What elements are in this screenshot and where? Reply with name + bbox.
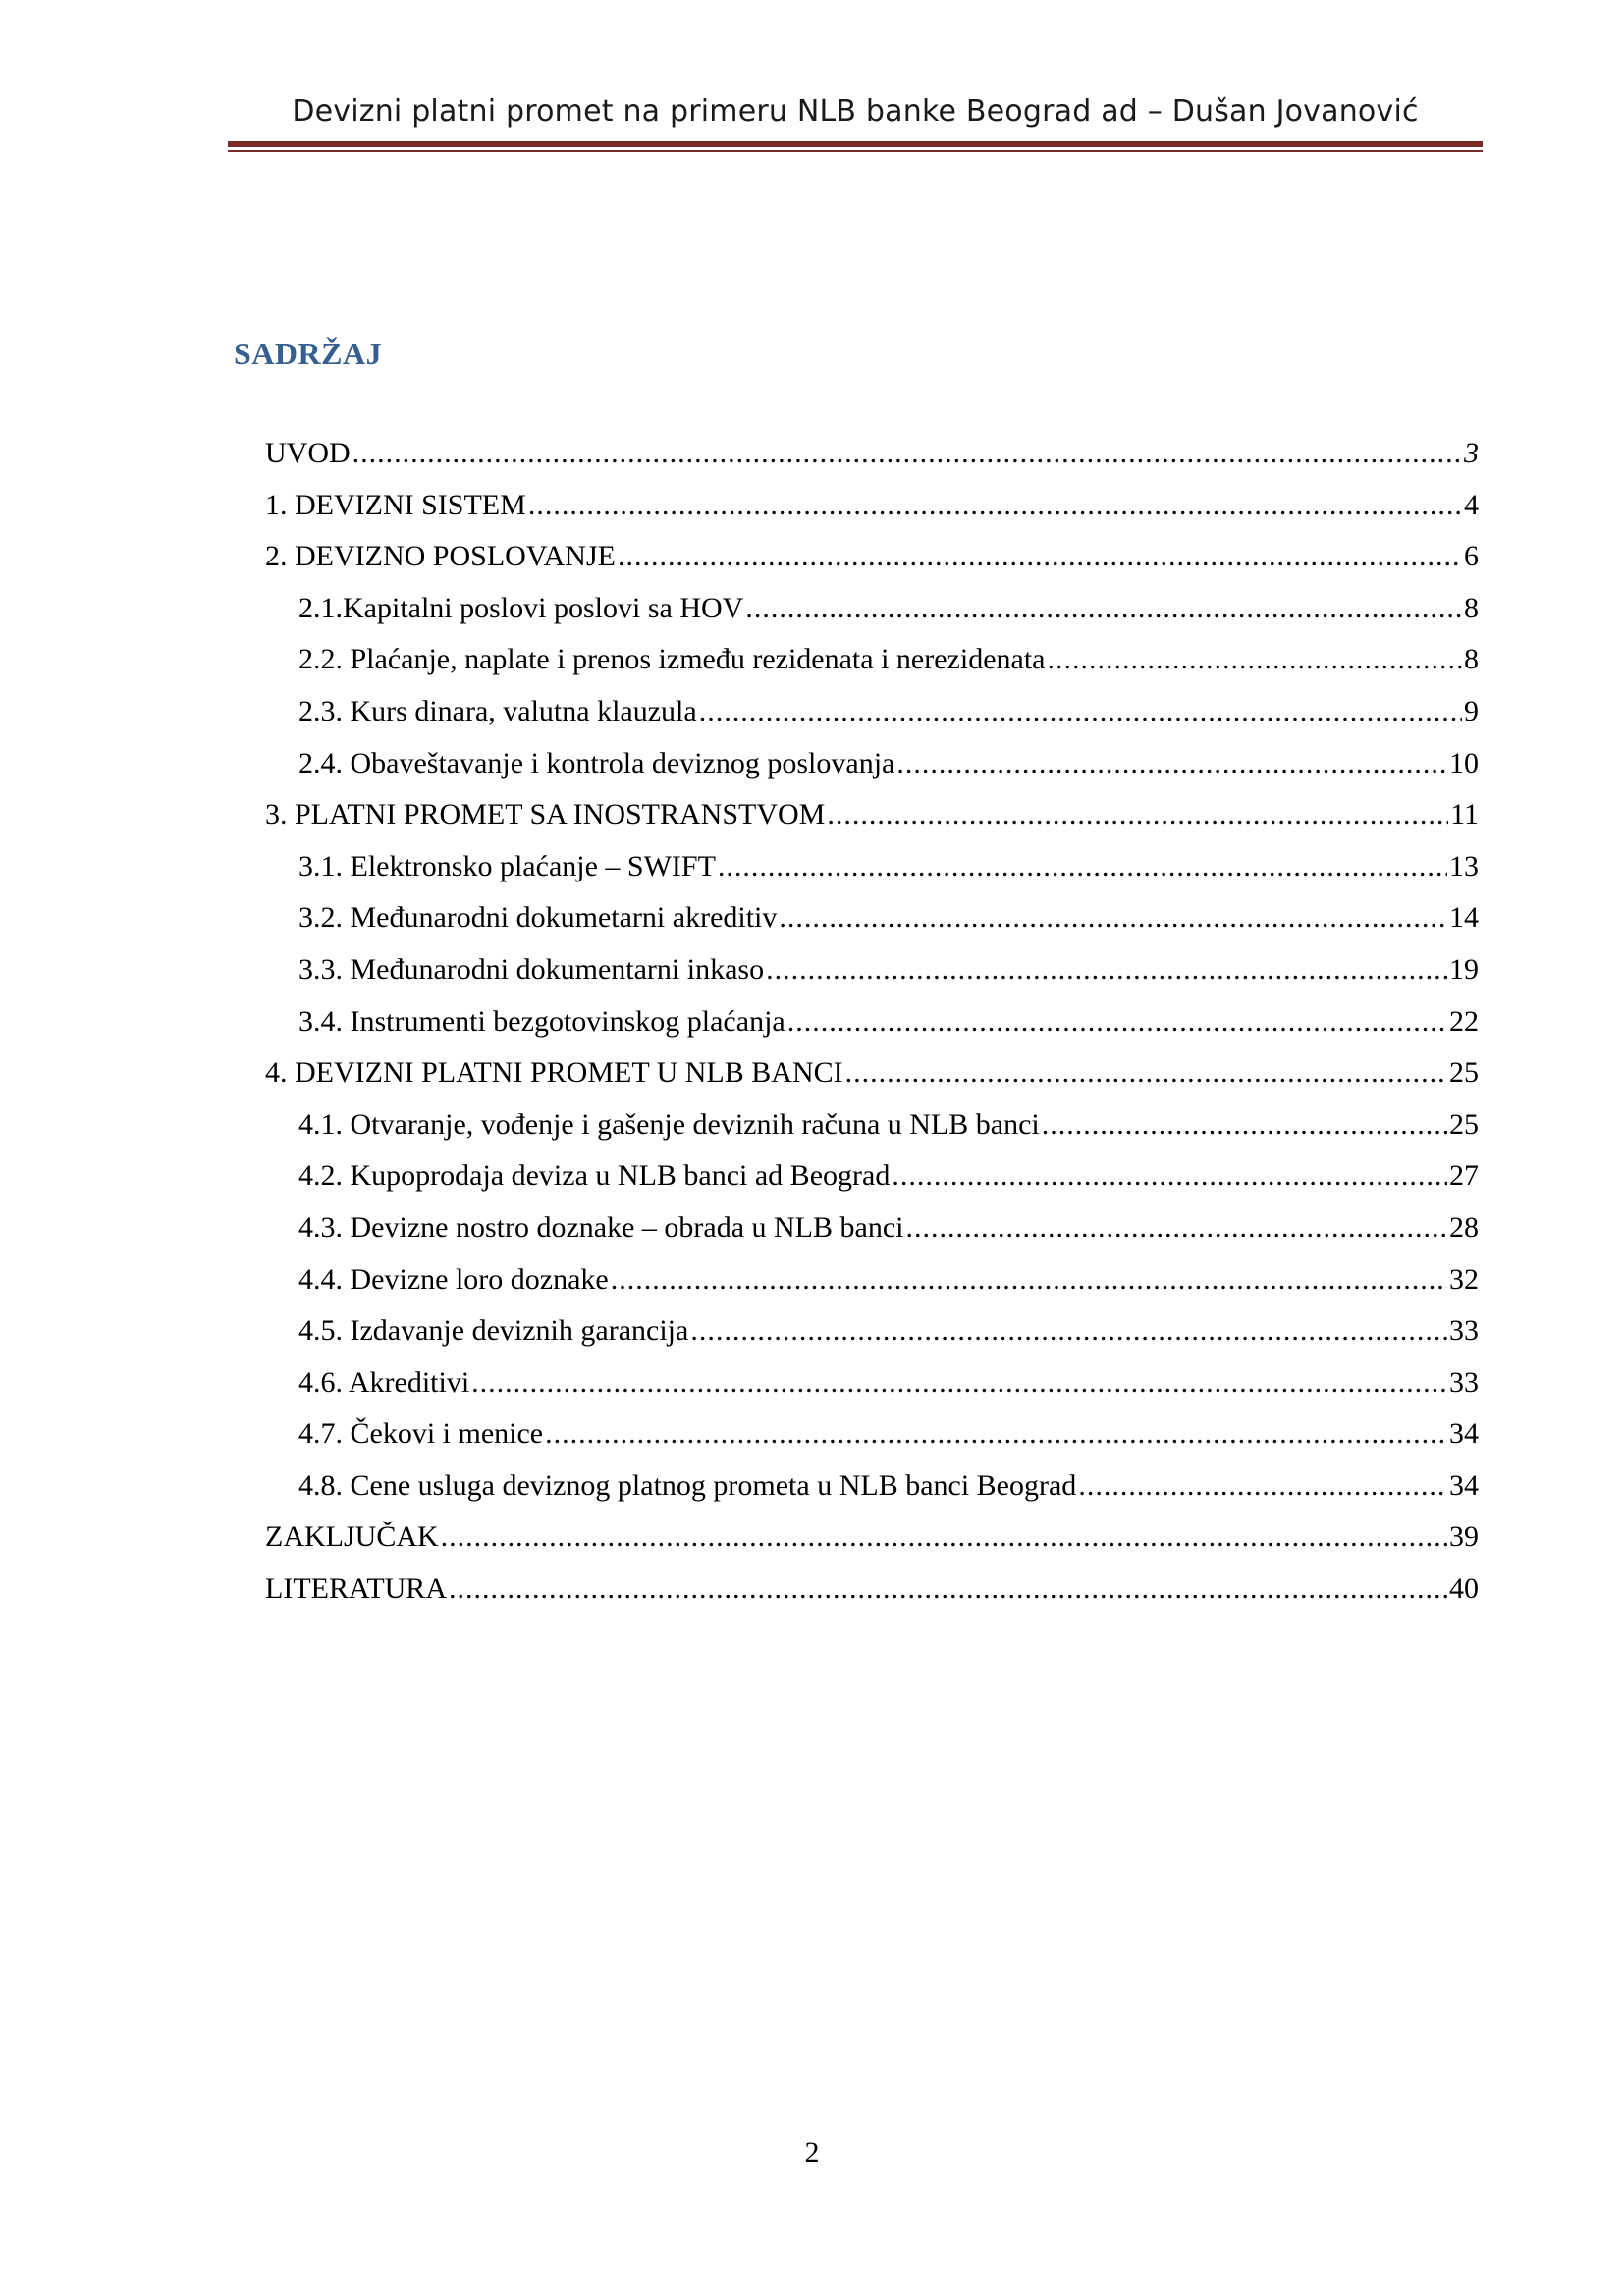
toc-entry[interactable] [265,686,1479,738]
toc-dot-leader [745,583,1462,635]
toc-entry[interactable] [265,428,1479,480]
toc-entry-title: 4.8. Cene usluga deviznog platnog prometa u NLB banci Beograd [298,1468,1077,1502]
toc-entry[interactable] [265,1202,1479,1255]
toc-dot-leader [611,1255,1447,1307]
toc-entry-title: 4.4. Devizne loro doznake [298,1262,609,1296]
page-number: 2 [804,2136,820,2168]
toc-dot-leader [352,428,1462,480]
toc-entry[interactable] [265,944,1479,996]
toc-entry-page: 33 [1449,1365,1479,1399]
toc-entry[interactable] [265,583,1479,635]
header-rule-thin [228,150,1483,152]
toc-entry-page: 39 [1449,1521,1479,1554]
toc-dot-leader [779,892,1447,944]
toc-entry[interactable] [265,1306,1479,1358]
toc-entry-title: UVOD [265,437,351,469]
running-header: Devizni platni promet na primeru NLB banke Beograd ad – Dušan Jovanović [292,94,1419,129]
toc-entry-title: 4.3. Devizne nostro doznake – obrada u NLB banci [298,1210,904,1244]
toc-heading: SADRŽAJ [234,336,383,371]
toc-dot-leader [827,789,1448,841]
toc-dot-leader [441,1512,1447,1564]
toc-entry[interactable] [265,1409,1479,1461]
toc-entry-page: 34 [1449,1417,1479,1451]
toc-entry-title: 4.5. Izdavanje deviznih garancija [298,1314,689,1348]
toc-entry[interactable] [265,1564,1479,1616]
toc-entry-page: 13 [1449,849,1479,882]
toc-entry-title: ZAKLJUČAK [265,1521,439,1554]
toc-entry-title: 2.3. Kurs dinara, valutna klauzula [298,694,697,727]
toc-dot-leader [618,531,1462,583]
toc-entry[interactable] [265,1099,1479,1151]
toc-entry-title: 4.1. Otvaranje, vođenje i gašenje deviznih računa u NLB banci [298,1107,1040,1141]
toc-entry[interactable] [265,1461,1479,1513]
toc-entry-title: 4.6. Akreditivi [298,1365,470,1399]
toc-entry[interactable] [265,892,1479,944]
toc-entry-title: 2.4. Obaveštavanje i kontrola deviznog poslovanja [298,746,895,779]
toc-entry-page: 4 [1464,488,1479,521]
toc-entry-page: 19 [1449,952,1479,986]
toc-entry-page: 25 [1449,1056,1479,1090]
toc-dot-leader [892,1150,1447,1202]
header-rule [228,141,1483,147]
toc-dot-leader [471,1358,1447,1410]
toc-entry[interactable] [265,1512,1479,1564]
toc-entry[interactable] [265,996,1479,1048]
toc-entry-page: 10 [1449,746,1479,779]
toc-entry[interactable] [265,531,1479,583]
toc-entry[interactable] [265,1047,1479,1099]
toc-dot-leader [905,1202,1447,1255]
toc-entry-page: 27 [1449,1159,1479,1193]
toc-entry-title: 3.1. Elektronsko plaćanje – SWIFT [298,849,716,882]
toc-entry-page: 34 [1449,1468,1479,1502]
toc-entry[interactable] [265,1255,1479,1307]
toc-entry-title: 3.4. Instrumenti bezgotovinskog plaćanja [298,1004,785,1038]
toc-entry-page: 11 [1450,798,1479,831]
toc-entry-page: 28 [1449,1210,1479,1244]
toc-entry[interactable] [265,1150,1479,1202]
toc-dot-leader [718,841,1447,893]
toc-entry-title: 4. DEVIZNI PLATNI PROMET U NLB BANCI [265,1056,843,1090]
toc-dot-leader [449,1564,1447,1616]
toc-dot-leader [1047,634,1462,686]
toc-entry-title: 1. DEVIZNI SISTEM [265,488,526,521]
toc-entry[interactable] [265,634,1479,686]
toc-entry[interactable] [265,738,1479,790]
toc-entry-page: 8 [1464,643,1479,676]
toc-entry-page: 6 [1464,540,1479,573]
toc-dot-leader [545,1409,1447,1461]
toc-dot-leader [766,944,1447,996]
toc-entry-title: 3. PLATNI PROMET SA INOSTRANSTVOM [265,798,826,831]
toc-entry-title: LITERATURA [265,1573,447,1606]
toc-entry-page: 3 [1464,437,1479,469]
toc-dot-leader [699,686,1462,738]
toc-entry-title: 3.2. Međunarodni dokumetarni akreditiv [298,901,778,934]
toc-entry[interactable] [265,1358,1479,1410]
toc-entry[interactable] [265,789,1479,841]
toc-entry[interactable] [265,480,1479,532]
toc-entry-title: 2. DEVIZNO POSLOVANJE [265,540,616,573]
toc-dot-leader [1042,1099,1447,1151]
toc-dot-leader [1078,1461,1447,1513]
toc-entry-title: 4.2. Kupoprodaja deviza u NLB banci ad Beograd [298,1159,891,1193]
table-of-contents [265,428,1479,1616]
toc-entry-page: 9 [1464,694,1479,727]
toc-entry-page: 40 [1449,1573,1479,1606]
toc-entry-page: 33 [1449,1314,1479,1348]
toc-entry-page: 8 [1464,591,1479,624]
toc-entry-page: 32 [1449,1262,1479,1296]
toc-entry-page: 25 [1449,1107,1479,1141]
toc-entry-title: 2.1.Kapitalni poslovi poslovi sa HOV [298,591,744,624]
toc-entry-title: 3.3. Međunarodni dokumentarni inkaso [298,952,765,986]
toc-dot-leader [528,480,1462,532]
toc-entry-page: 14 [1449,901,1479,934]
toc-entry[interactable] [265,841,1479,893]
toc-dot-leader [690,1306,1447,1358]
toc-entry-title: 4.7. Čekovi i menice [298,1417,544,1451]
toc-entry-title: 2.2. Plaćanje, naplate i prenos između rezidenata i nerezidenata [298,643,1046,676]
toc-dot-leader [845,1047,1447,1099]
toc-dot-leader [896,738,1447,790]
toc-dot-leader [787,996,1447,1048]
toc-entry-page: 22 [1449,1004,1479,1038]
